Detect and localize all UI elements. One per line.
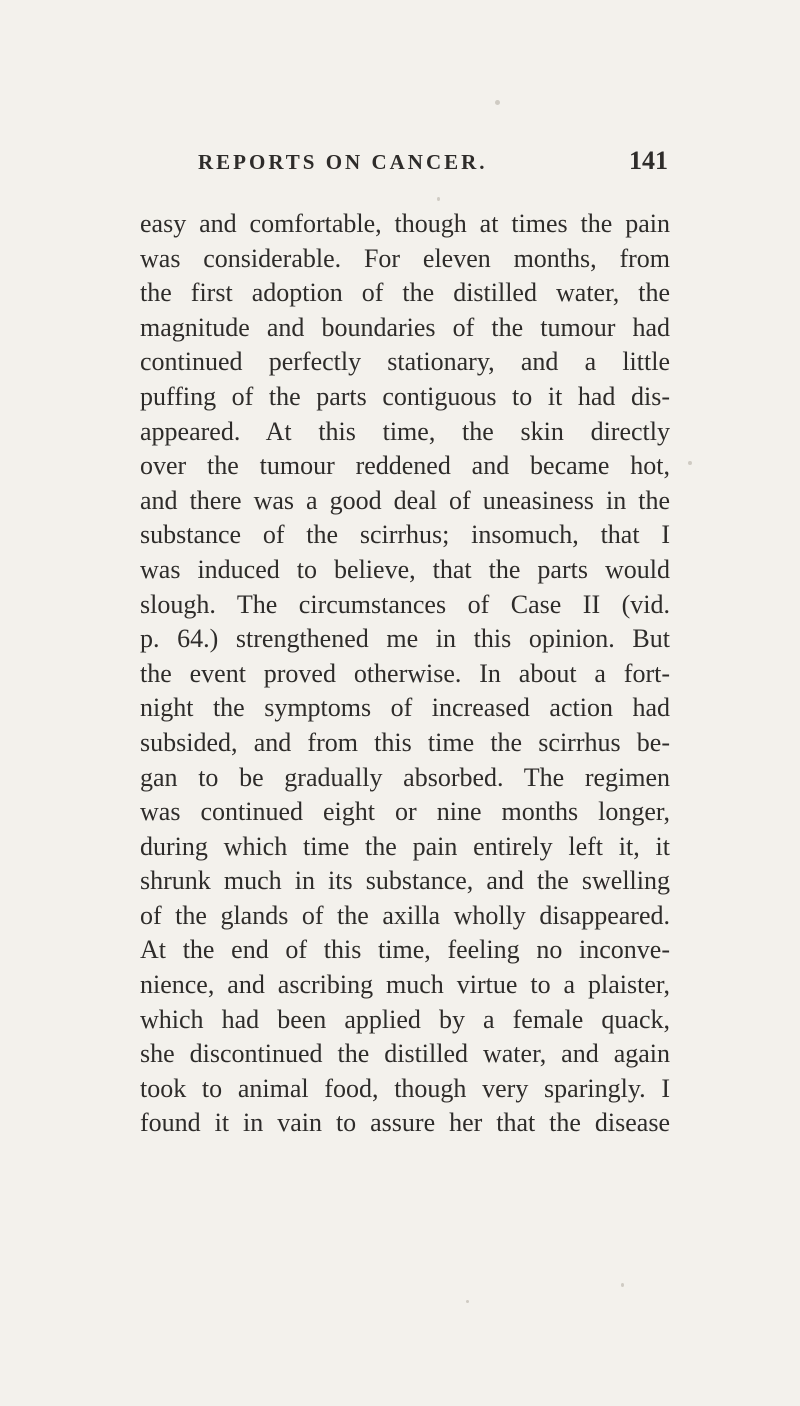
text-line: was induced to believe, that the parts would [140, 554, 670, 584]
paper-speck [437, 197, 440, 201]
text-line: was continued eight or nine months longer, [140, 797, 670, 827]
text-line: night the symptoms of increased action had [140, 693, 670, 723]
text-line: subsided, and from this time the scirrhus be- [140, 727, 670, 757]
text-line: nience, and ascribing much virtue to a plaister, [140, 970, 670, 1000]
text-line: was considerable. For eleven months, from [140, 243, 670, 273]
text-line: took to animal food, though very sparingly. I [140, 1073, 670, 1103]
page-number: 141 [629, 146, 668, 175]
text-line: easy and comfortable, though at times the pain [140, 209, 670, 238]
text-line: and there was a good deal of uneasiness in the [140, 485, 670, 515]
text-line: appeared. At this time, the skin directly [140, 416, 670, 446]
text-line: she discontinued the distilled water, and again [140, 1039, 670, 1069]
text-line: p. 64.) strengthened me in this opinion. But [140, 624, 670, 654]
text-line: found it in vain to assure her that the disease [140, 1108, 670, 1138]
body-text [140, 207, 670, 1141]
text-line: continued perfectly stationary, and a little [140, 347, 670, 377]
paper-speck [495, 100, 500, 105]
text-line: during which time the pain entirely left it, it [140, 831, 670, 861]
text-line: magnitude and boundaries of the tumour had [140, 312, 670, 342]
paper-speck [688, 461, 692, 465]
text-line: At the end of this time, feeling no inconve- [140, 935, 670, 965]
text-line: the first adoption of the distilled water, the [140, 278, 670, 308]
paper-speck [621, 1283, 624, 1287]
text-line: which had been applied by a female quack, [140, 1004, 670, 1034]
text-line: over the tumour reddened and became hot, [140, 451, 670, 481]
text-line: slough. The circumstances of Case II (vid. [140, 589, 670, 619]
text-line: gan to be gradually absorbed. The regimen [140, 762, 670, 792]
running-head [198, 146, 668, 190]
text-line: the event proved otherwise. In about a fort- [140, 658, 670, 688]
text-line: puffing of the parts contiguous to it had dis- [140, 381, 670, 411]
running-title: REPORTS ON CANCER. [198, 150, 488, 174]
paper-speck [466, 1300, 469, 1303]
text-line: of the glands of the axilla wholly disappeared. [140, 900, 670, 930]
text-line: shrunk much in its substance, and the swelling [140, 866, 670, 896]
text-line: substance of the scirrhus; insomuch, that I [140, 520, 670, 550]
